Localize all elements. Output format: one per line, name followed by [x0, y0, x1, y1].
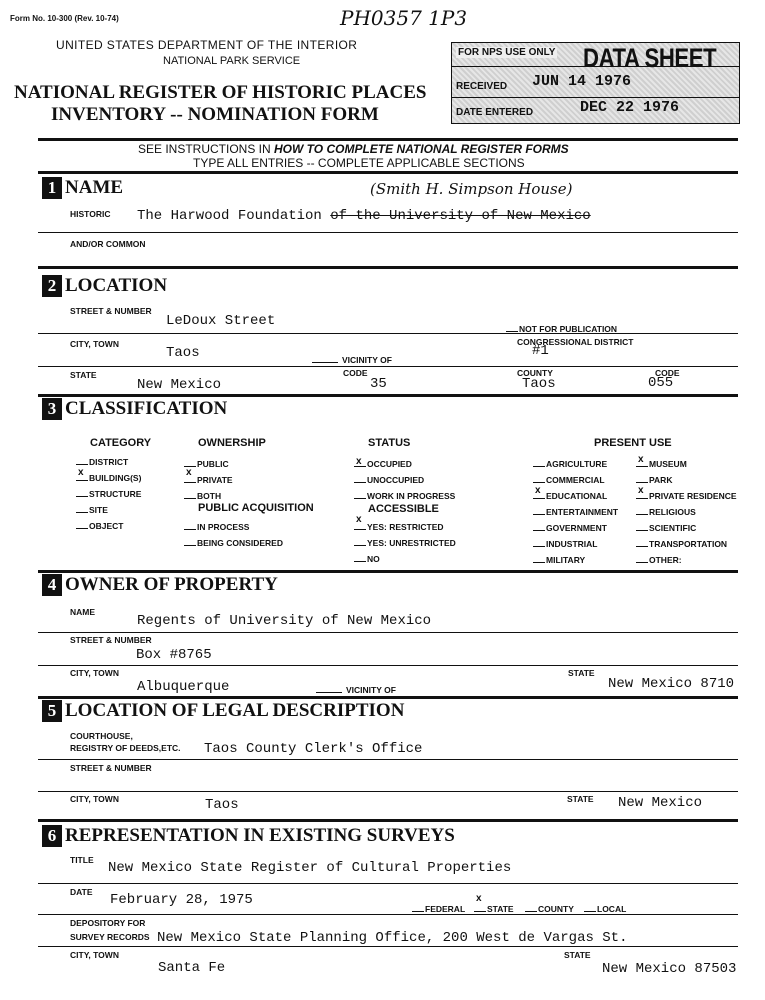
public-acquisition-heading: PUBLIC ACQUISITION	[198, 502, 314, 514]
acquisition-being-considered[interactable]: BEING CONSIDERED	[184, 537, 283, 548]
use-agriculture[interactable]: AGRICULTURE	[533, 458, 607, 469]
depository-label: DEPOSITORY FOR	[70, 918, 146, 928]
legal-state-label: STATE	[567, 794, 594, 804]
courthouse-label: COURTHOUSE,	[70, 731, 133, 741]
handwritten-name: (Smith H. Simpson House)	[370, 180, 573, 198]
ownership-heading: OWNERSHIP	[198, 437, 266, 449]
nps-use-stamp	[451, 42, 740, 124]
survey-local[interactable]: LOCAL	[584, 903, 626, 914]
owner-vicinity-label: VICINITY OF	[316, 684, 396, 695]
instructions-line-1: SEE INSTRUCTIONS IN HOW TO COMPLETE NATIONAL REGISTER FORMS	[138, 142, 569, 156]
section-3-header	[42, 398, 227, 420]
section-title: NAME	[65, 177, 124, 198]
survey-records-label: SURVEY RECORDS	[70, 932, 150, 942]
survey-date-label: DATE	[70, 887, 93, 897]
code2-label: CODE	[655, 368, 680, 378]
accessible-unrestricted[interactable]: YES: UNRESTRICTED	[354, 537, 456, 548]
state-label: STATE	[70, 370, 97, 380]
survey-title-value: New Mexico State Register of Cultural Properties	[108, 860, 512, 876]
ownership-private[interactable]: x PRIVATE	[186, 467, 233, 485]
survey-county[interactable]: COUNTY	[525, 903, 574, 914]
form-title-2: INVENTORY -- NOMINATION FORM	[51, 104, 379, 125]
status-heading: STATUS	[368, 437, 411, 449]
survey-federal[interactable]: FEDERAL	[412, 903, 465, 914]
use-educational[interactable]: x EDUCATIONAL	[535, 485, 608, 501]
vicinity-label: VICINITY OF	[312, 354, 392, 365]
service: NATIONAL PARK SERVICE	[163, 55, 301, 67]
owner-street-value: Box #8765	[136, 647, 212, 663]
received-label: RECEIVED	[456, 81, 508, 92]
section-number: 4	[42, 574, 62, 596]
received-date: JUN 14 1976	[532, 73, 632, 90]
category-structure[interactable]: STRUCTURE	[76, 488, 141, 499]
use-religious[interactable]: RELIGIOUS	[636, 506, 696, 517]
present-use-heading: PRESENT USE	[594, 437, 672, 449]
accessible-restricted[interactable]: x YES: RESTRICTED	[356, 514, 444, 532]
county-label: COUNTY	[517, 368, 553, 378]
owner-city-label: CITY, TOWN	[70, 668, 119, 678]
divider	[38, 333, 738, 334]
legal-street-label: STREET & NUMBER	[70, 763, 152, 773]
registry-value: Taos County Clerk's Office	[204, 741, 423, 757]
owner-state-label: STATE	[568, 668, 595, 678]
department: UNITED STATES DEPARTMENT OF THE INTERIOR	[56, 38, 358, 52]
divider	[38, 138, 738, 141]
historic-value: The Harwood Foundation of the University of New Mexico	[137, 208, 591, 224]
form-number: Form No. 10-300 (Rev. 10-74)	[10, 14, 119, 23]
nps-use-label: FOR NPS USE ONLY	[458, 47, 556, 58]
congressional-district-value: #1	[532, 343, 549, 359]
not-for-publication: NOT FOR PUBLICATION	[506, 323, 617, 334]
data-sheet-stamp: DATA SHEET	[583, 43, 717, 73]
entered-label: DATE ENTERED	[456, 107, 534, 118]
section-number: 3	[42, 398, 62, 420]
use-industrial[interactable]: INDUSTRIAL	[533, 538, 597, 549]
depository-state-value: New Mexico 87503	[602, 961, 737, 977]
divider	[38, 914, 738, 915]
section-title: CLASSIFICATION	[65, 398, 228, 419]
depository-state-label: STATE	[564, 950, 591, 960]
survey-date-value: February 28, 1975	[110, 892, 253, 908]
accessible-no[interactable]: NO	[354, 553, 380, 564]
street-value: LeDoux Street	[166, 313, 276, 329]
section-number: 5	[42, 700, 62, 722]
category-site[interactable]: SITE	[76, 504, 108, 515]
divider	[38, 819, 738, 822]
survey-records-value: New Mexico State Planning Office, 200 West de Vargas St.	[157, 930, 628, 946]
ownership-public[interactable]: PUBLIC	[184, 458, 229, 469]
section-title: LOCATION OF LEGAL DESCRIPTION	[65, 700, 405, 721]
status-unoccupied[interactable]: UNOCCUPIED	[354, 474, 424, 485]
section-6-header	[42, 825, 455, 847]
depository-city-label: CITY, TOWN	[70, 950, 119, 960]
registry-label: REGISTRY OF DEEDS,ETC.	[70, 743, 181, 753]
divider	[38, 759, 738, 760]
code-label: CODE	[343, 368, 368, 378]
divider	[38, 232, 738, 233]
divider	[38, 266, 738, 269]
city-label: CITY, TOWN	[70, 339, 119, 349]
owner-name-value: Regents of University of New Mexico	[137, 613, 432, 629]
form-title-1: NATIONAL REGISTER OF HISTORIC PLACES	[14, 82, 427, 103]
section-title: LOCATION	[65, 275, 168, 296]
use-park[interactable]: PARK	[636, 474, 672, 485]
depository-city-value: Santa Fe	[158, 960, 226, 976]
survey-title-label: TITLE	[70, 855, 94, 865]
historic-label: HISTORIC	[70, 209, 111, 219]
andor-common-label: AND/OR COMMON	[70, 239, 146, 249]
use-military[interactable]: MILITARY	[533, 554, 585, 565]
divider	[38, 394, 738, 397]
status-work-in-progress[interactable]: WORK IN PROGRESS	[354, 490, 455, 501]
code-value: 35	[370, 376, 387, 392]
entered-date: DEC 22 1976	[580, 99, 680, 116]
owner-city-value: Albuquerque	[137, 679, 230, 695]
survey-state[interactable]: x STATE	[476, 893, 514, 914]
section-title: OWNER OF PROPERTY	[65, 574, 278, 595]
legal-city-label: CITY, TOWN	[70, 794, 119, 804]
section-number: 1	[42, 177, 62, 199]
handwritten-reference: PH0357 1P3	[340, 6, 468, 30]
use-entertainment[interactable]: ENTERTAINMENT	[533, 506, 618, 517]
city-value: Taos	[166, 345, 200, 361]
section-2-header	[42, 275, 167, 297]
use-private-residence[interactable]: x PRIVATE RESIDENCE	[638, 485, 737, 501]
legal-state-value: New Mexico	[618, 795, 703, 811]
category-district[interactable]: DISTRICT	[76, 456, 128, 467]
street-label: STREET & NUMBER	[70, 306, 152, 316]
code2-value: 055	[648, 375, 674, 391]
section-number: 2	[42, 275, 62, 297]
divider	[38, 696, 738, 699]
instructions-line-2: TYPE ALL ENTRIES -- COMPLETE APPLICABLE SECTIONS	[193, 156, 525, 170]
state-value: New Mexico	[137, 377, 222, 393]
acquisition-in-process[interactable]: IN PROCESS	[184, 521, 249, 532]
congressional-district-label: CONGRESSIONAL DISTRICT	[517, 337, 634, 347]
category-heading: CATEGORY	[90, 437, 152, 449]
divider	[38, 665, 738, 666]
accessible-heading: ACCESSIBLE	[368, 503, 439, 515]
use-scientific[interactable]: SCIENTIFIC	[636, 522, 696, 533]
use-museum[interactable]: x MUSEUM	[638, 454, 687, 469]
section-5-header	[42, 700, 404, 722]
divider	[38, 946, 738, 947]
divider	[38, 791, 738, 792]
use-transportation[interactable]: TRANSPORTATION	[636, 538, 727, 549]
section-number: 6	[42, 825, 62, 847]
status-occupied[interactable]: x OCCUPIED	[356, 456, 412, 469]
divider	[38, 171, 738, 174]
divider	[38, 632, 738, 633]
use-commercial[interactable]: COMMERCIAL	[533, 474, 605, 485]
owner-street-label: STREET & NUMBER	[70, 635, 152, 645]
owner-name-label: NAME	[70, 607, 96, 617]
section-1-header	[42, 177, 123, 199]
category-buildings[interactable]: x BUILDING(S)	[78, 467, 142, 483]
owner-state-value: New Mexico 8710	[608, 676, 735, 692]
divider	[38, 883, 738, 884]
ownership-both[interactable]: BOTH	[184, 490, 221, 501]
section-title: REPRESENTATION IN EXISTING SURVEYS	[65, 825, 455, 846]
category-object[interactable]: OBJECT	[76, 520, 123, 531]
section-4-header	[42, 574, 278, 596]
divider	[38, 366, 738, 367]
legal-city-value: Taos	[205, 797, 239, 813]
county-value: Taos	[522, 376, 556, 392]
use-other[interactable]: OTHER:	[636, 554, 682, 565]
use-government[interactable]: GOVERNMENT	[533, 522, 607, 533]
divider	[38, 570, 738, 573]
